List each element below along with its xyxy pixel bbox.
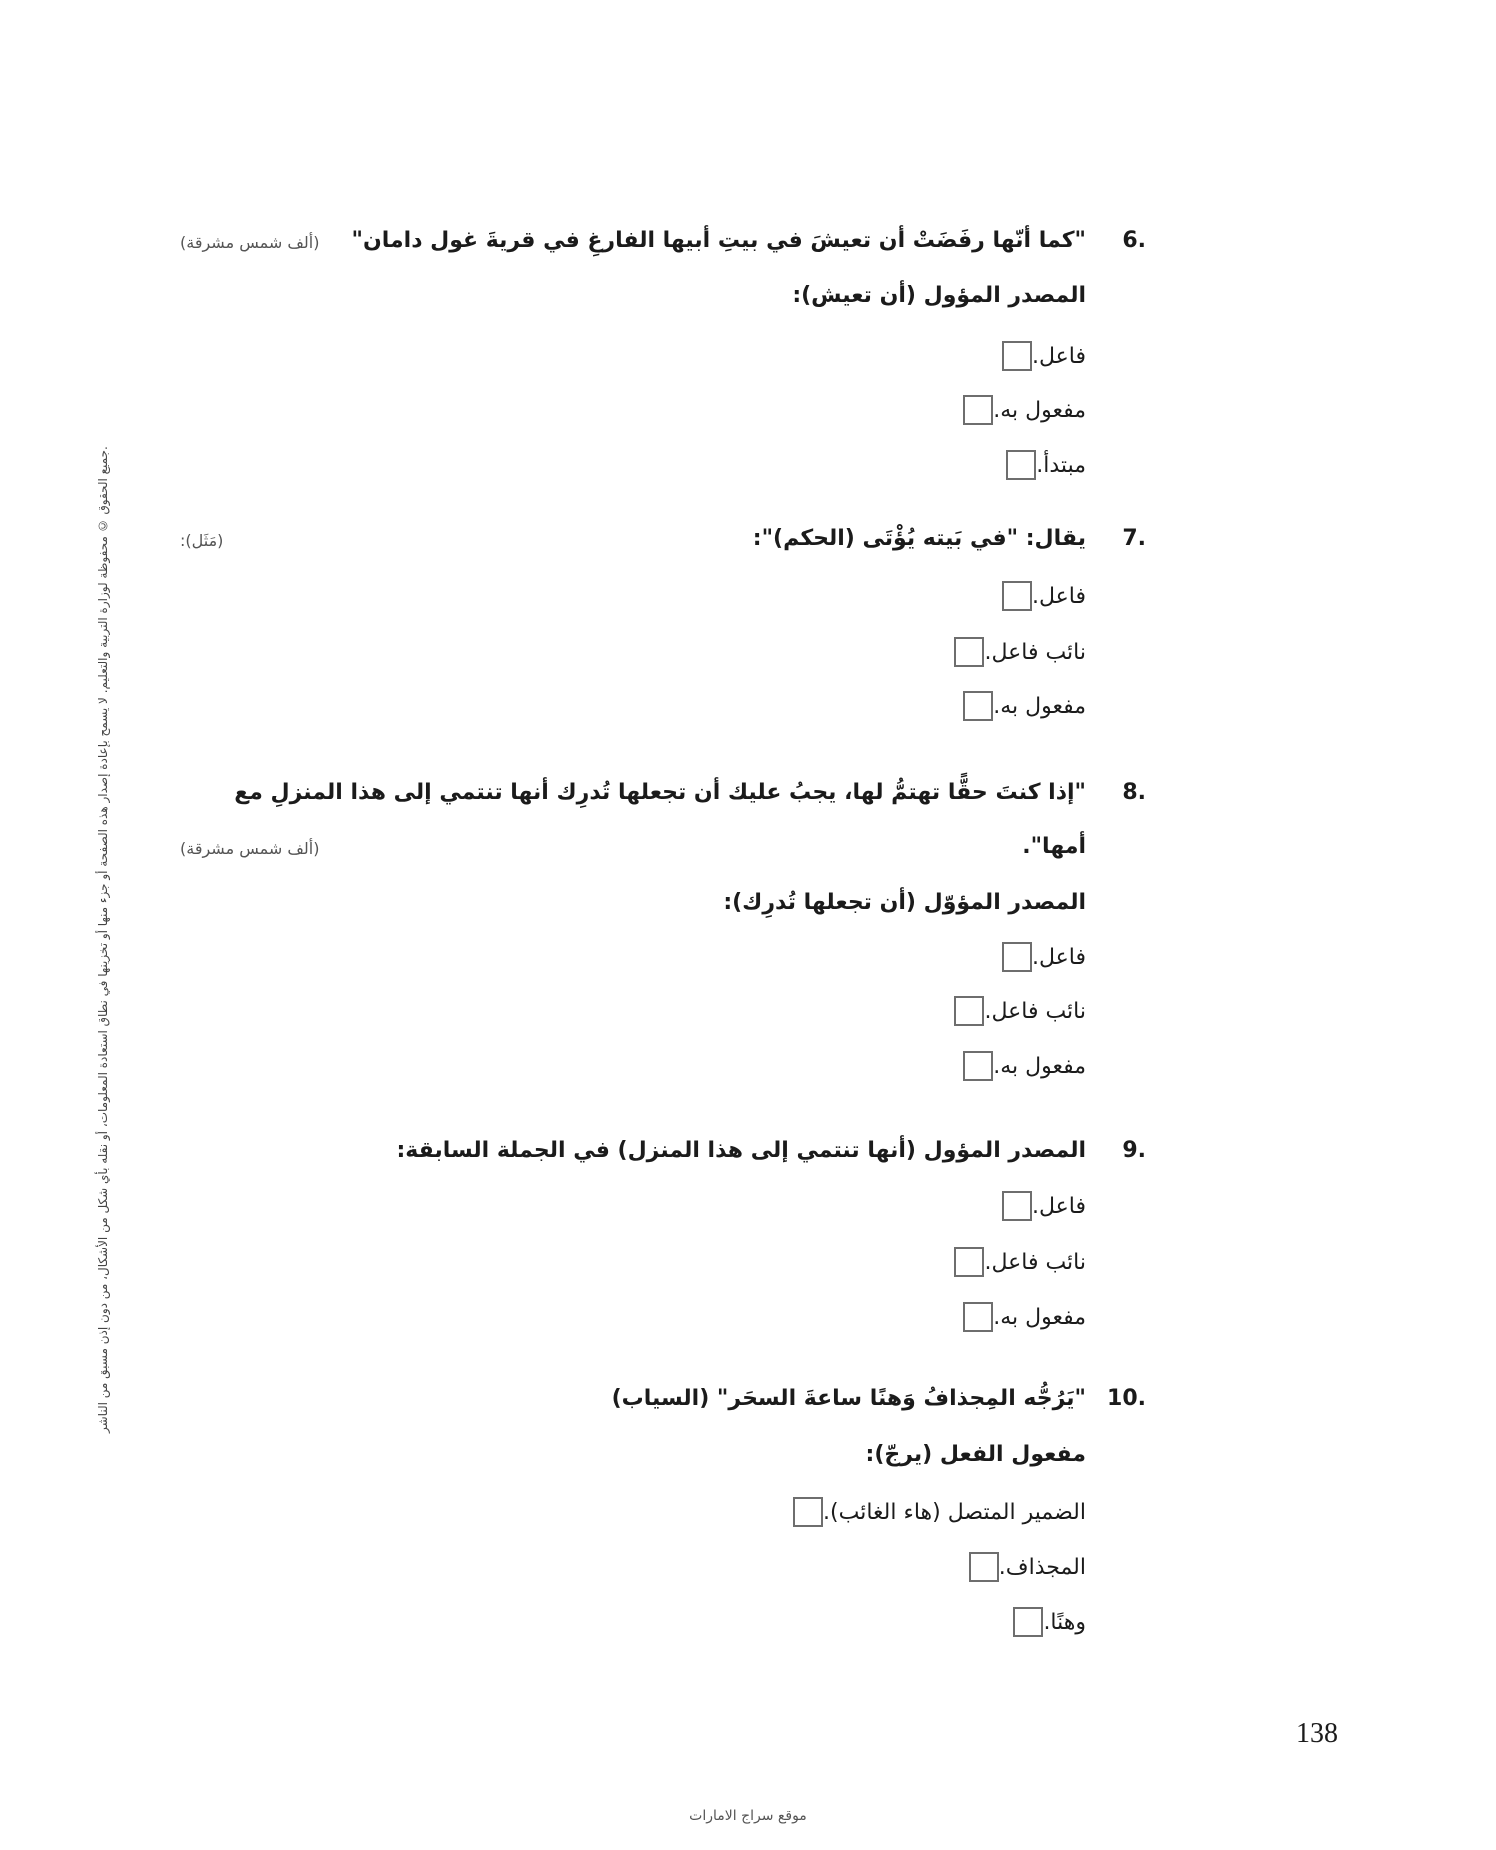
option-label: مبتدأ. bbox=[1036, 452, 1086, 478]
checkbox[interactable] bbox=[969, 1552, 999, 1582]
question-number: 7. bbox=[1122, 526, 1146, 551]
option-label: مفعول به. bbox=[993, 693, 1086, 719]
question-source: (ألف شمس مشرقة) bbox=[180, 233, 320, 252]
question-text: المصدر المؤول (أنها تنتمي إلى هذا المنزل) في الجملة السابقة: bbox=[396, 1138, 1086, 1163]
question-text: "إذا كنتَ حقًّا تهتمُّ لها، يجبُ عليك أن تجعلها تُدرِك أنها تنتمي إلى هذا المنزلِ مع bbox=[234, 780, 1086, 805]
option[interactable] bbox=[953, 390, 1086, 430]
option[interactable] bbox=[783, 1492, 1086, 1532]
option[interactable] bbox=[953, 686, 1086, 726]
question-text: "كما أنّها رفَضَتْ أن تعيشَ في بيتِ أبيها الفارغِ في قريةَ غول دامان" bbox=[351, 228, 1086, 253]
checkbox[interactable] bbox=[1002, 942, 1032, 972]
option[interactable] bbox=[944, 632, 1086, 672]
option[interactable] bbox=[992, 937, 1086, 977]
option-label: فاعل. bbox=[1031, 583, 1086, 609]
question-source: (مَثَل): bbox=[180, 531, 224, 550]
option-label: فاعل. bbox=[1031, 343, 1086, 369]
footer-site-name: موقع سراج الامارات bbox=[689, 1808, 807, 1824]
checkbox[interactable] bbox=[963, 1051, 993, 1081]
checkbox[interactable] bbox=[1002, 581, 1032, 611]
option-label: مفعول به. bbox=[993, 397, 1086, 423]
option-label: وهنًا. bbox=[1043, 1609, 1086, 1635]
page-number: 138 bbox=[1296, 1718, 1338, 1749]
question-number: 10. bbox=[1107, 1386, 1146, 1411]
option-label: مفعول به. bbox=[993, 1304, 1086, 1330]
question-subtext: المصدر المؤول (أن تعيش): bbox=[792, 283, 1086, 308]
checkbox[interactable] bbox=[963, 1302, 993, 1332]
question-text: يقال: "في بَيته يُؤْتَى (الحكم)": bbox=[752, 526, 1086, 551]
option[interactable] bbox=[944, 1242, 1086, 1282]
checkbox[interactable] bbox=[954, 996, 984, 1026]
option[interactable] bbox=[992, 336, 1086, 376]
option-label: المجذاف. bbox=[998, 1554, 1086, 1580]
option-label: نائب فاعل. bbox=[984, 998, 1086, 1024]
option[interactable] bbox=[953, 1046, 1086, 1086]
option[interactable] bbox=[944, 991, 1086, 1031]
option-label: الضمير المتصل (هاء الغائب). bbox=[823, 1499, 1086, 1525]
option[interactable] bbox=[959, 1547, 1086, 1587]
option[interactable] bbox=[992, 1186, 1086, 1226]
question-subtext: مفعول الفعل (يرجّ): bbox=[865, 1442, 1086, 1467]
option[interactable] bbox=[992, 576, 1086, 616]
checkbox[interactable] bbox=[1002, 341, 1032, 371]
option-label: فاعل. bbox=[1031, 1193, 1086, 1219]
checkbox[interactable] bbox=[793, 1497, 823, 1527]
checkbox[interactable] bbox=[1013, 1607, 1043, 1637]
option-label: نائب فاعل. bbox=[984, 1249, 1086, 1275]
checkbox[interactable] bbox=[954, 1247, 984, 1277]
option-label: نائب فاعل. bbox=[984, 639, 1086, 665]
option[interactable] bbox=[996, 445, 1086, 485]
option[interactable] bbox=[953, 1297, 1086, 1337]
question-number: 6. bbox=[1122, 228, 1146, 253]
checkbox[interactable] bbox=[1002, 1191, 1032, 1221]
checkbox[interactable] bbox=[954, 637, 984, 667]
checkbox[interactable] bbox=[963, 395, 993, 425]
question-subtext: المصدر المؤوّل (أن تجعلها تُدرِك): bbox=[723, 890, 1086, 915]
option-label: مفعول به. bbox=[993, 1053, 1086, 1079]
checkbox[interactable] bbox=[1006, 450, 1036, 480]
question-number: 8. bbox=[1122, 780, 1146, 805]
checkbox[interactable] bbox=[963, 691, 993, 721]
question-source: (ألف شمس مشرقة) bbox=[180, 839, 320, 858]
question-text-continued: أمها". bbox=[1022, 834, 1086, 859]
option[interactable] bbox=[1003, 1602, 1086, 1642]
copyright-sidebar: جميع الحقوق © محفوظة لوزارة التربية والتعليم. لا يسمح بإعادة إصدار هذه الصفحة أو جزء منها أو تخزينها في نطاق استعادة المعلومات، أو نقله بأي شكل من الأشكال، من دون إذن مسبق من الناشر. bbox=[96, 446, 110, 1434]
question-text: "يَرُجُّه المِجذافُ وَهنًا ساعةَ السحَر" (السياب) bbox=[611, 1386, 1086, 1411]
question-number: 9. bbox=[1122, 1138, 1146, 1163]
option-label: فاعل. bbox=[1031, 944, 1086, 970]
